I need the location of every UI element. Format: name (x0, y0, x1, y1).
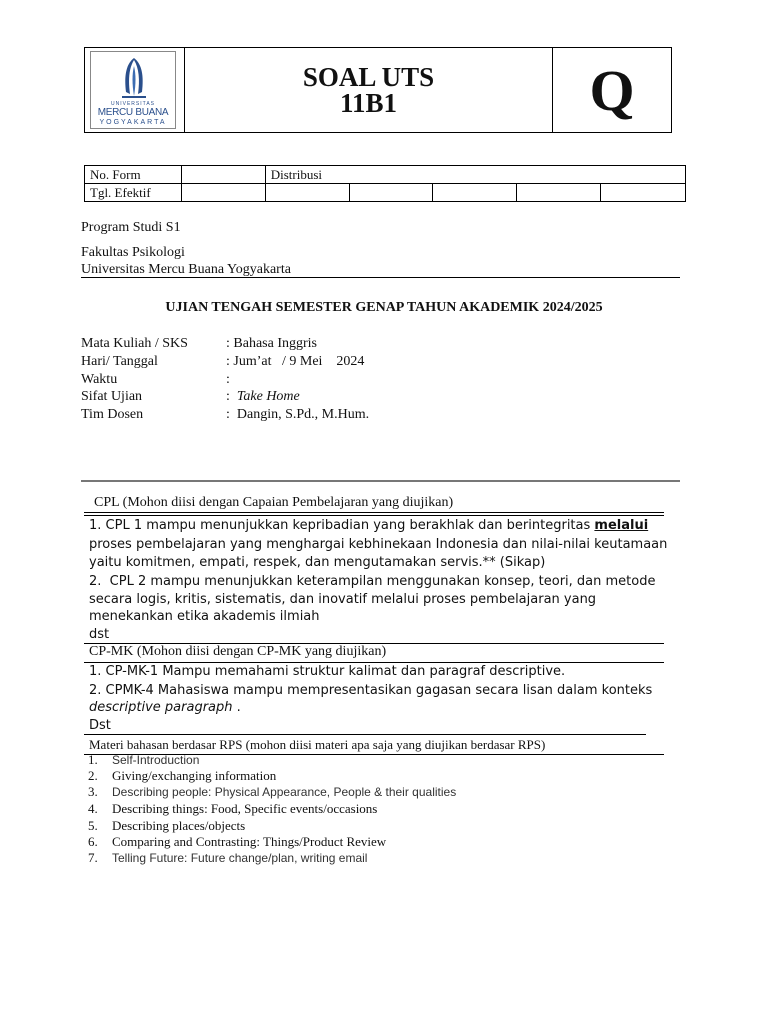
cpl-item-1-line-1 (89, 517, 648, 535)
materi-item-2 (88, 768, 276, 784)
course-label: Mata Kuliah / SKS (81, 336, 188, 351)
institution-divider (81, 277, 680, 278)
cpmk-title: CP-MK (Mohon diisi dengan CP-MK yang diujikan) (89, 644, 387, 659)
materi-title: Materi bahasan berdasar RPS (mohon diisi materi apa saja yang diujikan berdasar RPS) (89, 737, 546, 752)
cpl-item-1-line-3: yaitu komitmen, empati, respek, dan mengutamakan servis.** (Sikap) (89, 555, 546, 570)
lecturer-value: : Dangin, S.Pd., M.Hum. (226, 407, 370, 422)
materi-item-1-text: Self-Introduction (112, 753, 200, 767)
distribusi-cell-4 (517, 184, 601, 202)
distribusi-cell-1 (265, 184, 349, 202)
form-row-1 (85, 166, 686, 184)
cpl-item-2-line-2: secara logis, kritis, sistematis, dan inovatif melalui proses pembelajaran yang (89, 592, 597, 607)
cpl-item-2-line-3: menekankan etika akademis ilmiah (89, 609, 320, 624)
nature-value-text: Take Home (236, 389, 300, 404)
logo-emblem-icon (91, 54, 177, 104)
cpl-title: CPL (Mohon diisi dengan Capaian Pembelajaran yang diujikan) (94, 495, 454, 510)
section-divider (81, 480, 680, 482)
tgl-efektif-label: Tgl. Efektif (85, 184, 182, 202)
distribusi-label: Distribusi (265, 166, 685, 184)
university-logo (90, 51, 176, 129)
materi-item-7-text: Telling Future: Future change/plan, writing email (112, 851, 368, 865)
cpmk-bottom-line (84, 734, 646, 735)
lecturer-label: Tim Dosen (81, 407, 144, 422)
distribusi-cell-2 (349, 184, 433, 202)
distribusi-cell-5 (601, 184, 686, 202)
date-label: Hari/ Tanggal (81, 354, 158, 369)
document-code: Q (589, 57, 635, 123)
cpl-item-1-emphasis: melalui (594, 518, 649, 533)
cpmk-item-2-line-1: 2. CPMK-4 Mahasiswa mampu mempresentasikan gagasan secara lisan dalam konteks (89, 683, 653, 698)
materi-item-4-text: Describing things: Food, Specific events/occasions (112, 801, 378, 816)
form-row-2 (85, 184, 686, 202)
materi-item-7 (88, 850, 367, 866)
materi-item-6 (88, 834, 386, 850)
exam-title: UJIAN TENGAH SEMESTER GENAP TAHUN AKADEMIK 2024/2025 (165, 300, 603, 315)
document-title (185, 48, 553, 132)
nature-colon: : (226, 389, 230, 404)
materi-item-5 (88, 818, 245, 834)
materi-item-3-text: Describing people: Physical Appearance, People & their qualities (112, 785, 457, 799)
materi-item-4 (88, 801, 377, 817)
materi-item-5-text: Describing places/objects (112, 818, 246, 833)
cpmk-dst: Dst (89, 718, 111, 733)
header-box (84, 47, 672, 133)
logo-city: YOGYAKARTA (99, 119, 167, 126)
logo-top-text: UNIVERSITAS (111, 101, 155, 107)
materi-item-5-num: 5. (88, 818, 98, 833)
tgl-efektif-value (181, 184, 265, 202)
logo-name: MERCU BUANA (97, 107, 169, 118)
distribusi-cell-3 (433, 184, 517, 202)
university: Universitas Mercu Buana Yogyakarta (81, 262, 291, 277)
cpmk-item-2-italic: descriptive paragraph (89, 700, 233, 715)
no-form-label: No. Form (85, 166, 182, 184)
course-value: : Bahasa Inggris (226, 336, 317, 351)
cpmk-item-2-line-2 (89, 699, 241, 717)
materi-item-1-num: 1. (88, 752, 98, 767)
materi-item-4-num: 4. (88, 801, 98, 816)
cpmk-item-2-end: . (232, 700, 241, 715)
cpmk-item-1: 1. CP-MK-1 Mampu memahami struktur kalimat dan paragraf descriptive. (89, 664, 566, 679)
materi-item-7-num: 7. (88, 850, 98, 865)
form-table (84, 165, 686, 202)
materi-item-6-num: 6. (88, 834, 98, 849)
program-studi: Program Studi S1 (81, 220, 181, 235)
time-label: Waktu (81, 372, 118, 387)
cpl-title-line-1 (84, 512, 664, 513)
materi-item-1 (88, 752, 199, 768)
faculty: Fakultas Psikologi (81, 245, 185, 260)
cpl-title-line-2 (84, 515, 664, 516)
nature-value (226, 388, 300, 406)
nature-label: Sifat Ujian (81, 389, 143, 404)
date-value: : Jum’at / 9 Mei 2024 (226, 354, 365, 369)
materi-item-6-text: Comparing and Contrasting: Things/Product Review (112, 834, 387, 849)
logo-cell (85, 48, 185, 132)
materi-item-2-text: Giving/exchanging information (112, 768, 277, 783)
time-value: : (226, 372, 230, 387)
materi-item-2-num: 2. (88, 768, 98, 783)
title-line-1: SOAL UTS (302, 62, 435, 92)
cpl-item-1-line-2: proses pembelajaran yang menghargai kebhinekaan Indonesia dan nilai-nilai keutamaan (89, 537, 668, 552)
title-line-2: 11B1 (339, 88, 398, 118)
materi-item-3-num: 3. (88, 784, 98, 799)
cpl-item-2-line-1: 2. CPL 2 mampu menunjukkan keterampilan menggunakan konsep, teori, dan metode (89, 574, 656, 589)
no-form-value (181, 166, 265, 184)
cpl-item-1-text: 1. CPL 1 mampu menunjukkan kepribadian yang berakhlak dan berintegritas (89, 518, 595, 533)
cpl-dst: dst (89, 627, 110, 642)
materi-item-3 (88, 784, 456, 800)
